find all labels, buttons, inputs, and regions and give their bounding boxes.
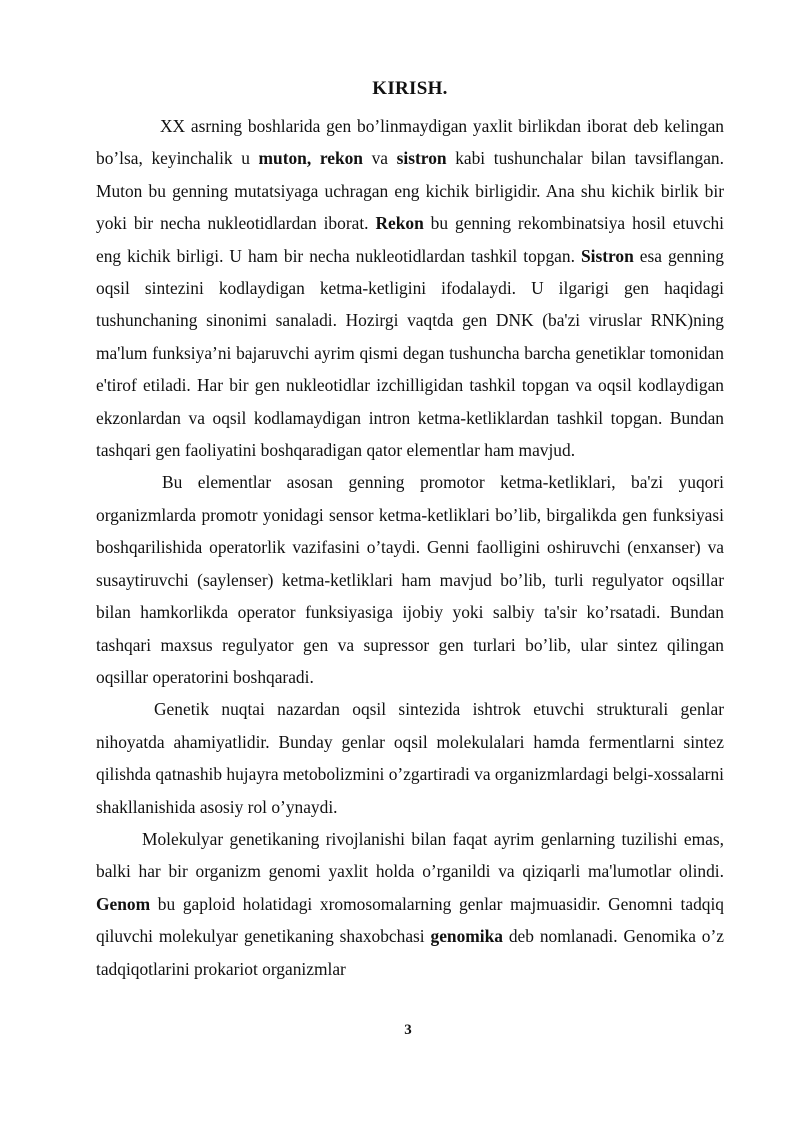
document-body [96,110,724,985]
paragraph-2 [96,466,724,693]
text-run: Genetik nuqtai nazardan oqsil sintezida ishtrok etuvchi strukturali genlar nihoyatda ahamiyatlidir. Bunday genlar oqsil molekulalari hamda fermentlarni sintez qilishda qatnashib hujayra metobolizmini o’zgartiradi va organizmlardagi belgi-xossalarni shakllanishida asosiy rol o’ynaydi. [96,699,724,817]
bold-term: Rekon [375,213,424,234]
text-run: bu genning rekombinatsiya hosil etuvchi eng kichik birligi. U ham bir necha nukleotidlardan tashkil topgan. [96,213,724,266]
text-run: kabi tushunchalar bilan tavsiflangan. Muton bu genning mutatsiyaga uchragan eng kichik birligidir. Ana shu kichik birlik bir yoki bir necha nukleotidlardan iborat. [96,148,724,234]
bold-term: muton, rekon [258,148,363,169]
paragraph-1 [96,110,724,466]
text-run: bu gaploid holatidagi xromosomalarning genlar majmuasidir. Genomni tadqiq qiluvchi molekulyar genetikaning shaxobchasi [96,893,724,947]
text-run: va [362,148,397,169]
text-run: Molekulyar genetikaning rivojlanishi bilan faqat ayrim genlarning tuzilishi emas, balki har bir organizm genomi yaxlit holda o’rganildi va qiziqarli ma'lumotlar olindi. [96,828,724,882]
text-run: deb nomlanadi. Genomika o’z tadqiqotlarini prokariot organizmlar [96,926,724,979]
paragraph-3 [96,693,724,823]
paragraph-4 [96,823,724,985]
text-run: esa genning oqsil sintezini kodlaydigan ketma-ketligini ifodalaydi. U ilgarigi gen haqidagi tushunchaning sinonimi sanaladi. Hozirgi vaqtda gen DNK (ba'zi viruslar RNK)ning ma'lum funksiya’ni bajaruvchi ayrim qismi degan tushuncha barcha genetiklar tomonidan e'tirof etiladi. Har bir gen nukleotidlar izchilligidan tashkil topgan va oqsil kodlaydigan ekzonlardan va oqsil kodlamaydigan intron ketma-ketliklardan tashkil topgan. Bundan tashqari gen faoliyatini boshqaradigan qator elementlar ham mavjud. [96,245,725,461]
bold-term: Genom [96,893,151,914]
bold-term: sistron [396,148,447,169]
page-title: KIRISH. [372,78,448,99]
bold-term: genomika [430,926,503,947]
text-run: XX asrning boshlarida gen bo’linmaydigan yaxlit birlikdan iborat deb kelingan bo’lsa, keyinchalik u [96,116,724,169]
bold-term: Sistron [580,245,634,266]
page-number: 3 [404,1022,412,1038]
text-run: Bu elementlar asosan genning promotor ketma-ketliklari, ba'zi yuqori organizmlarda promotr yonidagi sensor ketma-ketliklari bo’lib, birgalikda gen funksiyasi boshqarilishida operatorlik vazifasini o’taydi. Genni faolligini oshiruvchi (enxanser) va susaytiruvchi (saylenser) ketma-ketliklari ham mavjud bo’lib, turli regulyator oqsillar bilan hamkorlikda operator funksiyasiga ijobiy yoki salbiy ta'sir ko’rsatadi. Bundan tashqari maxsus regulyator gen va supressor gen turlari bo’lib, ular sintez qilingan oqsillar operatorini boshqaradi. [96,472,724,687]
